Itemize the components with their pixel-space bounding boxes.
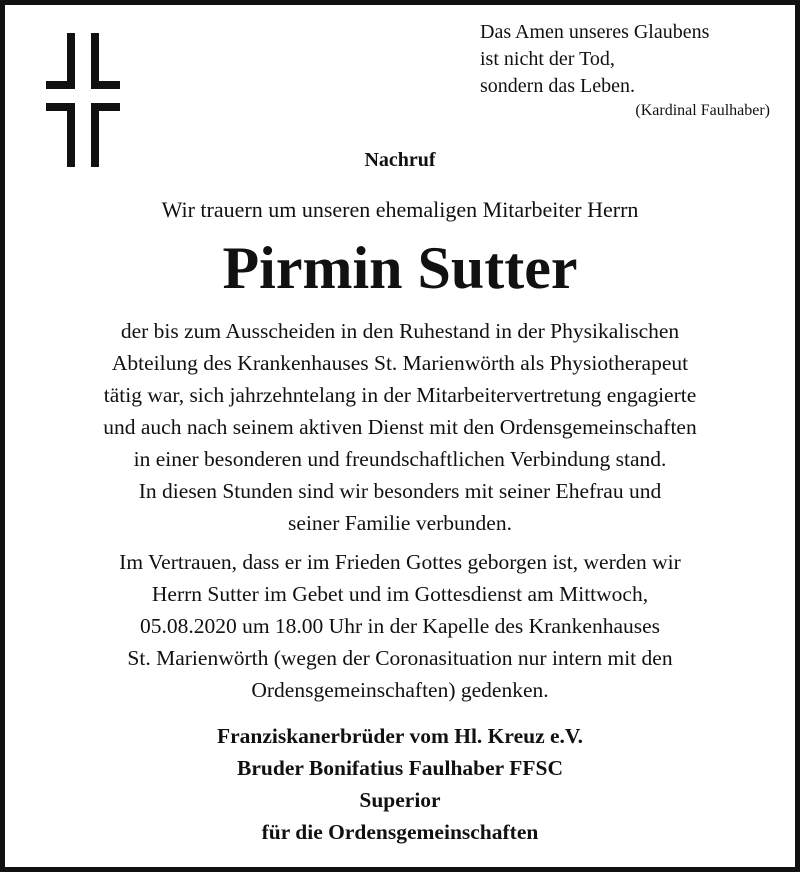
paragraph-line: seiner Familie verbunden. xyxy=(288,511,512,535)
paragraph-line: Im Vertrauen, dass er im Frieden Gottes geborgen ist, werden wir xyxy=(119,550,681,574)
paragraph-line: in einer besonderen und freundschaftlichen Verbindung stand. xyxy=(133,447,667,471)
quote-line: Das Amen unseres Glaubens xyxy=(480,21,710,43)
signature-block xyxy=(0,720,800,848)
quote-line: sondern das Leben. xyxy=(480,75,635,97)
signature-line: Bruder Bonifatius Faulhaber FFSC xyxy=(237,756,563,780)
paragraph-line: und auch nach seinem aktiven Dienst mit den Ordensgemeinschaften xyxy=(103,415,697,439)
paragraph-line: Ordensgemeinschaften) gedenken. xyxy=(251,678,549,702)
obituary-paragraph-2 xyxy=(20,546,780,706)
paragraph-line: der bis zum Ausscheiden in den Ruhestand in der Physikalischen xyxy=(120,319,680,343)
paragraph-line: Herrn Sutter im Gebet und im Gottesdienst am Mittwoch, xyxy=(151,582,649,606)
paragraph-line: tätig war, sich jahrzehntelang in der Mitarbeitervertretung engagierte xyxy=(103,383,697,407)
deceased-name: Pirmin Sutter xyxy=(222,235,578,301)
heading-nachruf: Nachruf xyxy=(364,149,436,171)
paragraph-line: In diesen Stunden sind wir besonders mit seiner Ehefrau und xyxy=(138,479,662,503)
quote-line: ist nicht der Tod, xyxy=(480,48,615,70)
signature-line: Franziskanerbrüder vom Hl. Kreuz e.V. xyxy=(216,724,584,748)
paragraph-line: 05.08.2020 um 18.00 Uhr in der Kapelle des Krankenhauses xyxy=(139,614,661,638)
paragraph-line: St. Marienwörth (wegen der Coronasituation nur intern mit den xyxy=(127,646,673,670)
quote-attribution: (Kardinal Faulhaber) xyxy=(635,102,770,119)
signature-line: Superior xyxy=(359,788,441,812)
bible-quote xyxy=(480,19,780,122)
intro-line: Wir trauern um unseren ehemaligen Mitarbeiter Herrn xyxy=(161,197,639,222)
obituary-paragraph-1 xyxy=(20,315,780,539)
signature-line: für die Ordensgemeinschaften xyxy=(261,820,539,844)
paragraph-line: Abteilung des Krankenhauses St. Marienwörth als Physiotherapeut xyxy=(111,351,689,375)
